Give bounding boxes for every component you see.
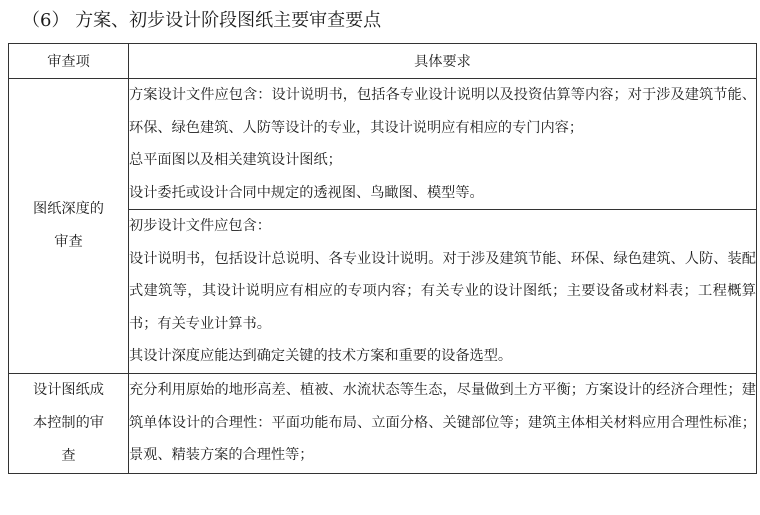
requirement-paragraph: 设计说明书，包括设计总说明、各专业设计说明。对于涉及建筑节能、环保、绿色建筑、人防、装配式建筑等，其设计说明应有相应的专项内容；有关专业的设计图纸；主要设备或材料表；工程概算书；有关专业计算书。 [129,250,756,332]
requirement-paragraph: 初步设计文件应包含： [129,218,271,234]
item-line: 本控制的审 [33,414,104,431]
requirement-cell-scheme-design [129,79,757,210]
item-line: 图纸深度的 [33,200,104,217]
section-heading: （6） 方案、初步设计阶段图纸主要审查要点 [22,10,382,31]
requirement-paragraph: 总平面图以及相关建筑设计图纸； [129,152,342,168]
table-header-row [9,44,757,79]
column-header-item: 审查项 [9,44,129,79]
requirement-paragraph: 充分利用原始的地形高差、植被、水流状态等生态，尽量做到土方平衡；方案设计的经济合理性；建筑单体设计的合理性：平面功能布局、立面分格、关键部位等；建筑主体相关材料应用合理性标准；景观、精装方案的合理性等； [129,382,756,464]
requirement-cell-cost-control [129,373,757,473]
requirement-cell-preliminary-design [129,210,757,374]
table-row-cost-control [9,373,757,473]
review-item-drawing-depth [9,79,129,374]
requirement-paragraph: 方案设计文件应包含：设计说明书，包括各专业设计说明以及投资估算等内容；对于涉及建筑节能、环保、绿色建筑、人防等设计的专业，其设计说明应有相应的专门内容； [129,87,756,136]
requirement-paragraph: 其设计深度应能达到确定关键的技术方案和重要的设备选型。 [129,348,513,364]
table-row-drawing-depth [9,79,757,210]
item-line: 查 [61,447,76,464]
review-points-table [8,43,757,474]
item-line: 审查 [54,233,83,250]
review-item-cost-control [9,373,129,473]
requirement-paragraph: 设计委托或设计合同中规定的透视图、鸟瞰图、模型等。 [129,184,484,201]
column-header-requirements: 具体要求 [129,44,757,79]
item-line: 设计图纸成 [33,381,104,398]
